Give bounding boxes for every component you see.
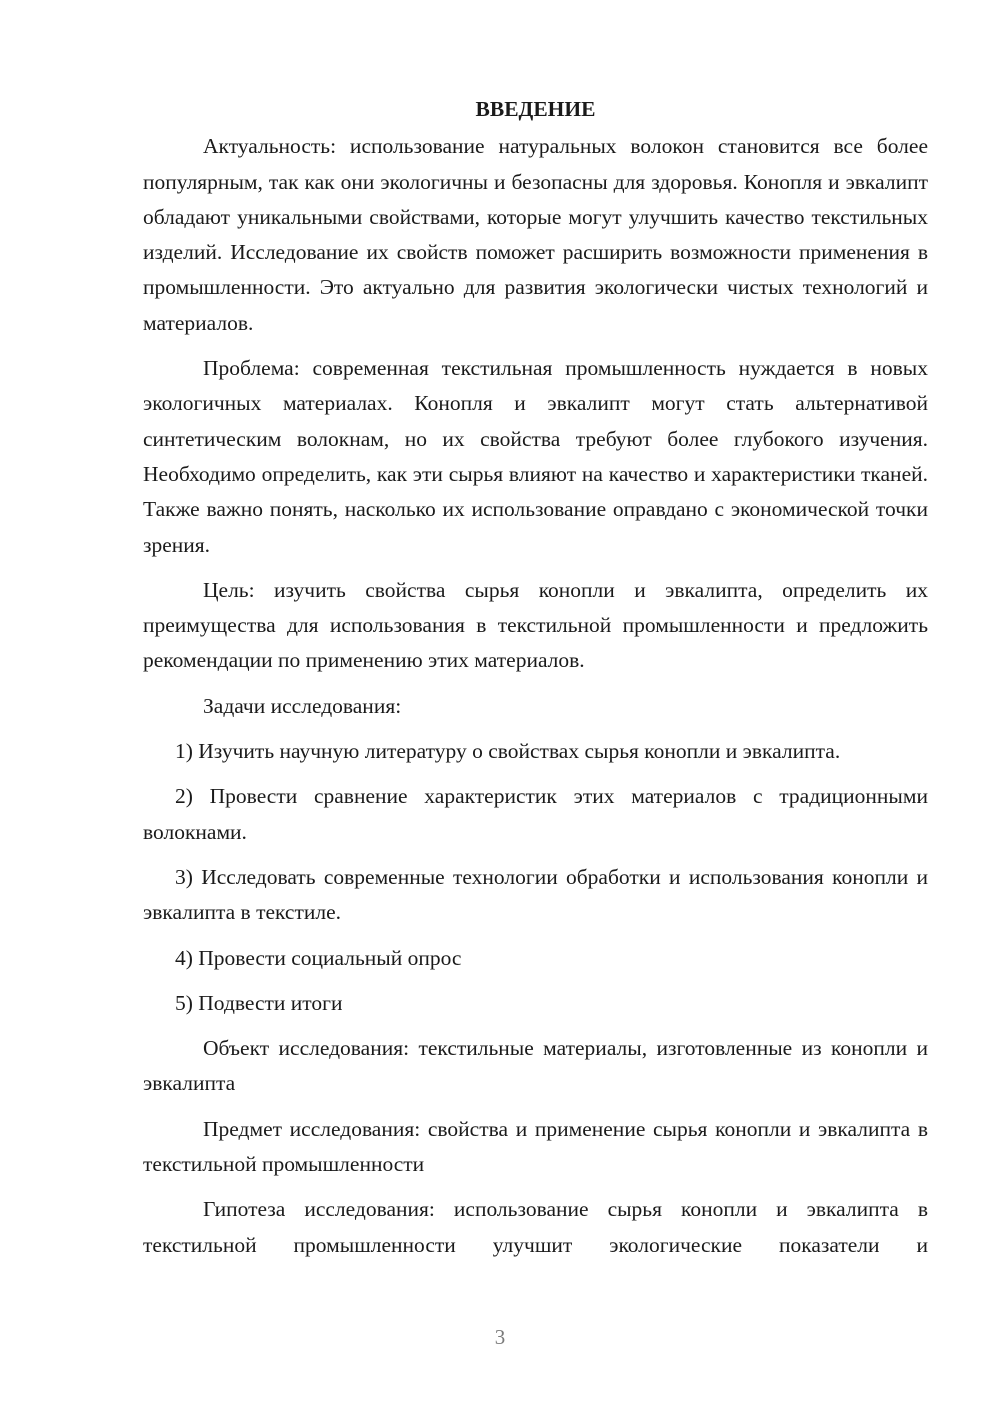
task-item-5: 5) Подвести итоги [175, 990, 343, 1015]
document-title: ВВЕДЕНИЕ [475, 97, 596, 121]
paragraph-subject: Предмет исследования: свойства и применение сырья конопли и эвкалипта в текстильной промышленности [143, 1116, 928, 1177]
paragraph-object: Объект исследования: текстильные материалы, изготовленные из конопли и эвкалипта [143, 1036, 928, 1096]
task-item-3: 3) Исследовать современные технологии обработки и использования конопли и эвкалипта в текстиле. [143, 864, 928, 925]
tasks-heading: Задачи исследования: [203, 693, 402, 718]
paragraph-hypothesis: Гипотеза исследования: использование сырья конопли и эвкалипта в текстильной промышленности улучшит экологические показатели и [143, 1197, 928, 1257]
document-page [143, 92, 928, 1263]
paragraph-problem: Проблема: современная текстильная промышленность нуждается в новых экологичных материалах. Конопля и эвкалипт могут стать альтернативой синтетическим волокнам, но их свойства требуют более глубокого изучения. Необходимо определить, как эти сырья влияют на качество и характеристики тканей. Также важно понять, насколько их использование оправдано с экономической точки зрения. [143, 356, 928, 557]
task-item-2: 2) Провести сравнение характеристик этих материалов с традиционными волокнами. [143, 784, 928, 844]
task-item-4: 4) Провести социальный опрос [175, 945, 462, 970]
paragraph-relevance: Актуальность: использование натуральных волокон становится все более популярным, так как они экологичны и безопасны для здоровья. Конопля и эвкалипт обладают уникальными свойствами, которые могут улучшить качество текстильных изделий. Исследование их свойств поможет расширить возможности применения в промышленности. Это актуально для развития экологически чистых технологий и материалов. [143, 134, 928, 335]
page-number: 3 [494, 1325, 506, 1349]
task-item-1: 1) Изучить научную литературу о свойствах сырья конопли и эвкалипта. [175, 739, 841, 764]
paragraph-goal: Цель: изучить свойства сырья конопли и эвкалипта, определить их преимущества для использования в текстильной промышленности и предложить рекомендации по применению этих материалов. [143, 577, 928, 673]
